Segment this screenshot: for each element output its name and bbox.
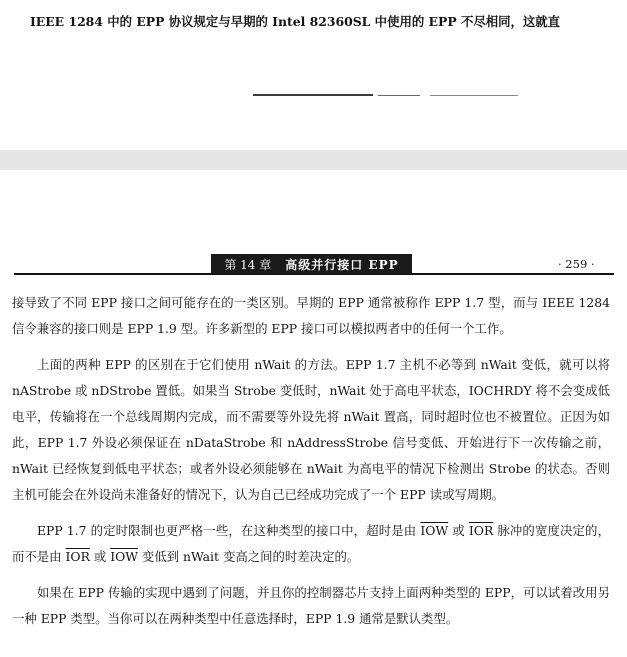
signal-iow: $\overline{IOW}$ [420,523,449,538]
scan-smudge-mark [430,95,518,96]
paragraph-text: 脉冲的宽度决定的，而不是由 [12,523,610,564]
chapter-title: 高级并行接口 EPP [285,257,399,272]
scan-smudge-mark [253,94,373,96]
paragraph-text: 或 [448,523,469,538]
paragraph [12,518,610,570]
top-text-fragment: IEEE 1284 中的 EPP 协议规定与早期的 Intel 82360SL 中使用的 EPP 不尽相同，这就直 [30,14,561,29]
body-text [12,290,610,642]
signal-ior: $\overline{IOR}$ [468,523,494,538]
chapter-label: 第 14 章 [224,257,272,272]
paragraph-text: 变低到 nWait 变高之间的时差决定的。 [137,549,360,564]
scan-smudge-mark [378,95,420,96]
paragraph-text: 或 [89,549,111,564]
paragraph: 如果在 EPP 传输的实现中遇到了问题，并且你的控制器芯片支持上面两种类型的 EPP，可以试着改用另一种 EPP 类型。当你可以在两种类型中任意选择时，EPP 1.9 通常是默认类型。 [12,585,610,626]
paragraph: 上面的两种 EPP 的区别在于它们使用 nWait 的方法。EPP 1.7 主机不必等到 nWait 变低，就可以将 nAStrobe 或 nDStrobe 置低。如果当 Strobe 变低时，nWait 处于高电平状态，IOCHRDY 将不会变成低电平，传输将在一个总线周期内完成，而不需要等外设先将 nWait 置高，同时超时位也不被置位。正因为如此，EPP 1.7 外设必须保证在 nDataStrobe 和 nAddressStrobe 信号变低、开始进行下一次传输之前，nWait 已经恢复到低电平状态；或者外设必须能够在 nWait 为高电平的情况下检测出 Strobe 的状态。否则主机可能会在外设尚未准备好的情况下，认为自己已经成功完成了一个 EPP 读或写周期。 [12,357,610,502]
paragraph-text: EPP 1.7 的定时限制也更严格一些，在这种类型的接口中，超时是由 [37,523,421,538]
signal-ior: $\overline{IOR}$ [65,549,90,564]
signal-iow: $\overline{IOW}$ [110,549,138,564]
chapter-header-box [211,254,412,274]
page-number: · 259 · [558,257,595,271]
paragraph: 接导致了不同 EPP 接口之间可能存在的一类区别。早期的 EPP 通常被称作 EPP 1.7 型，而与 IEEE 1284 信令兼容的接口则是 EPP 1.9 型。许多新型的 EPP 接口可以模拟两者中的任何一个工作。 [12,295,610,336]
page-gap-band [0,150,627,170]
